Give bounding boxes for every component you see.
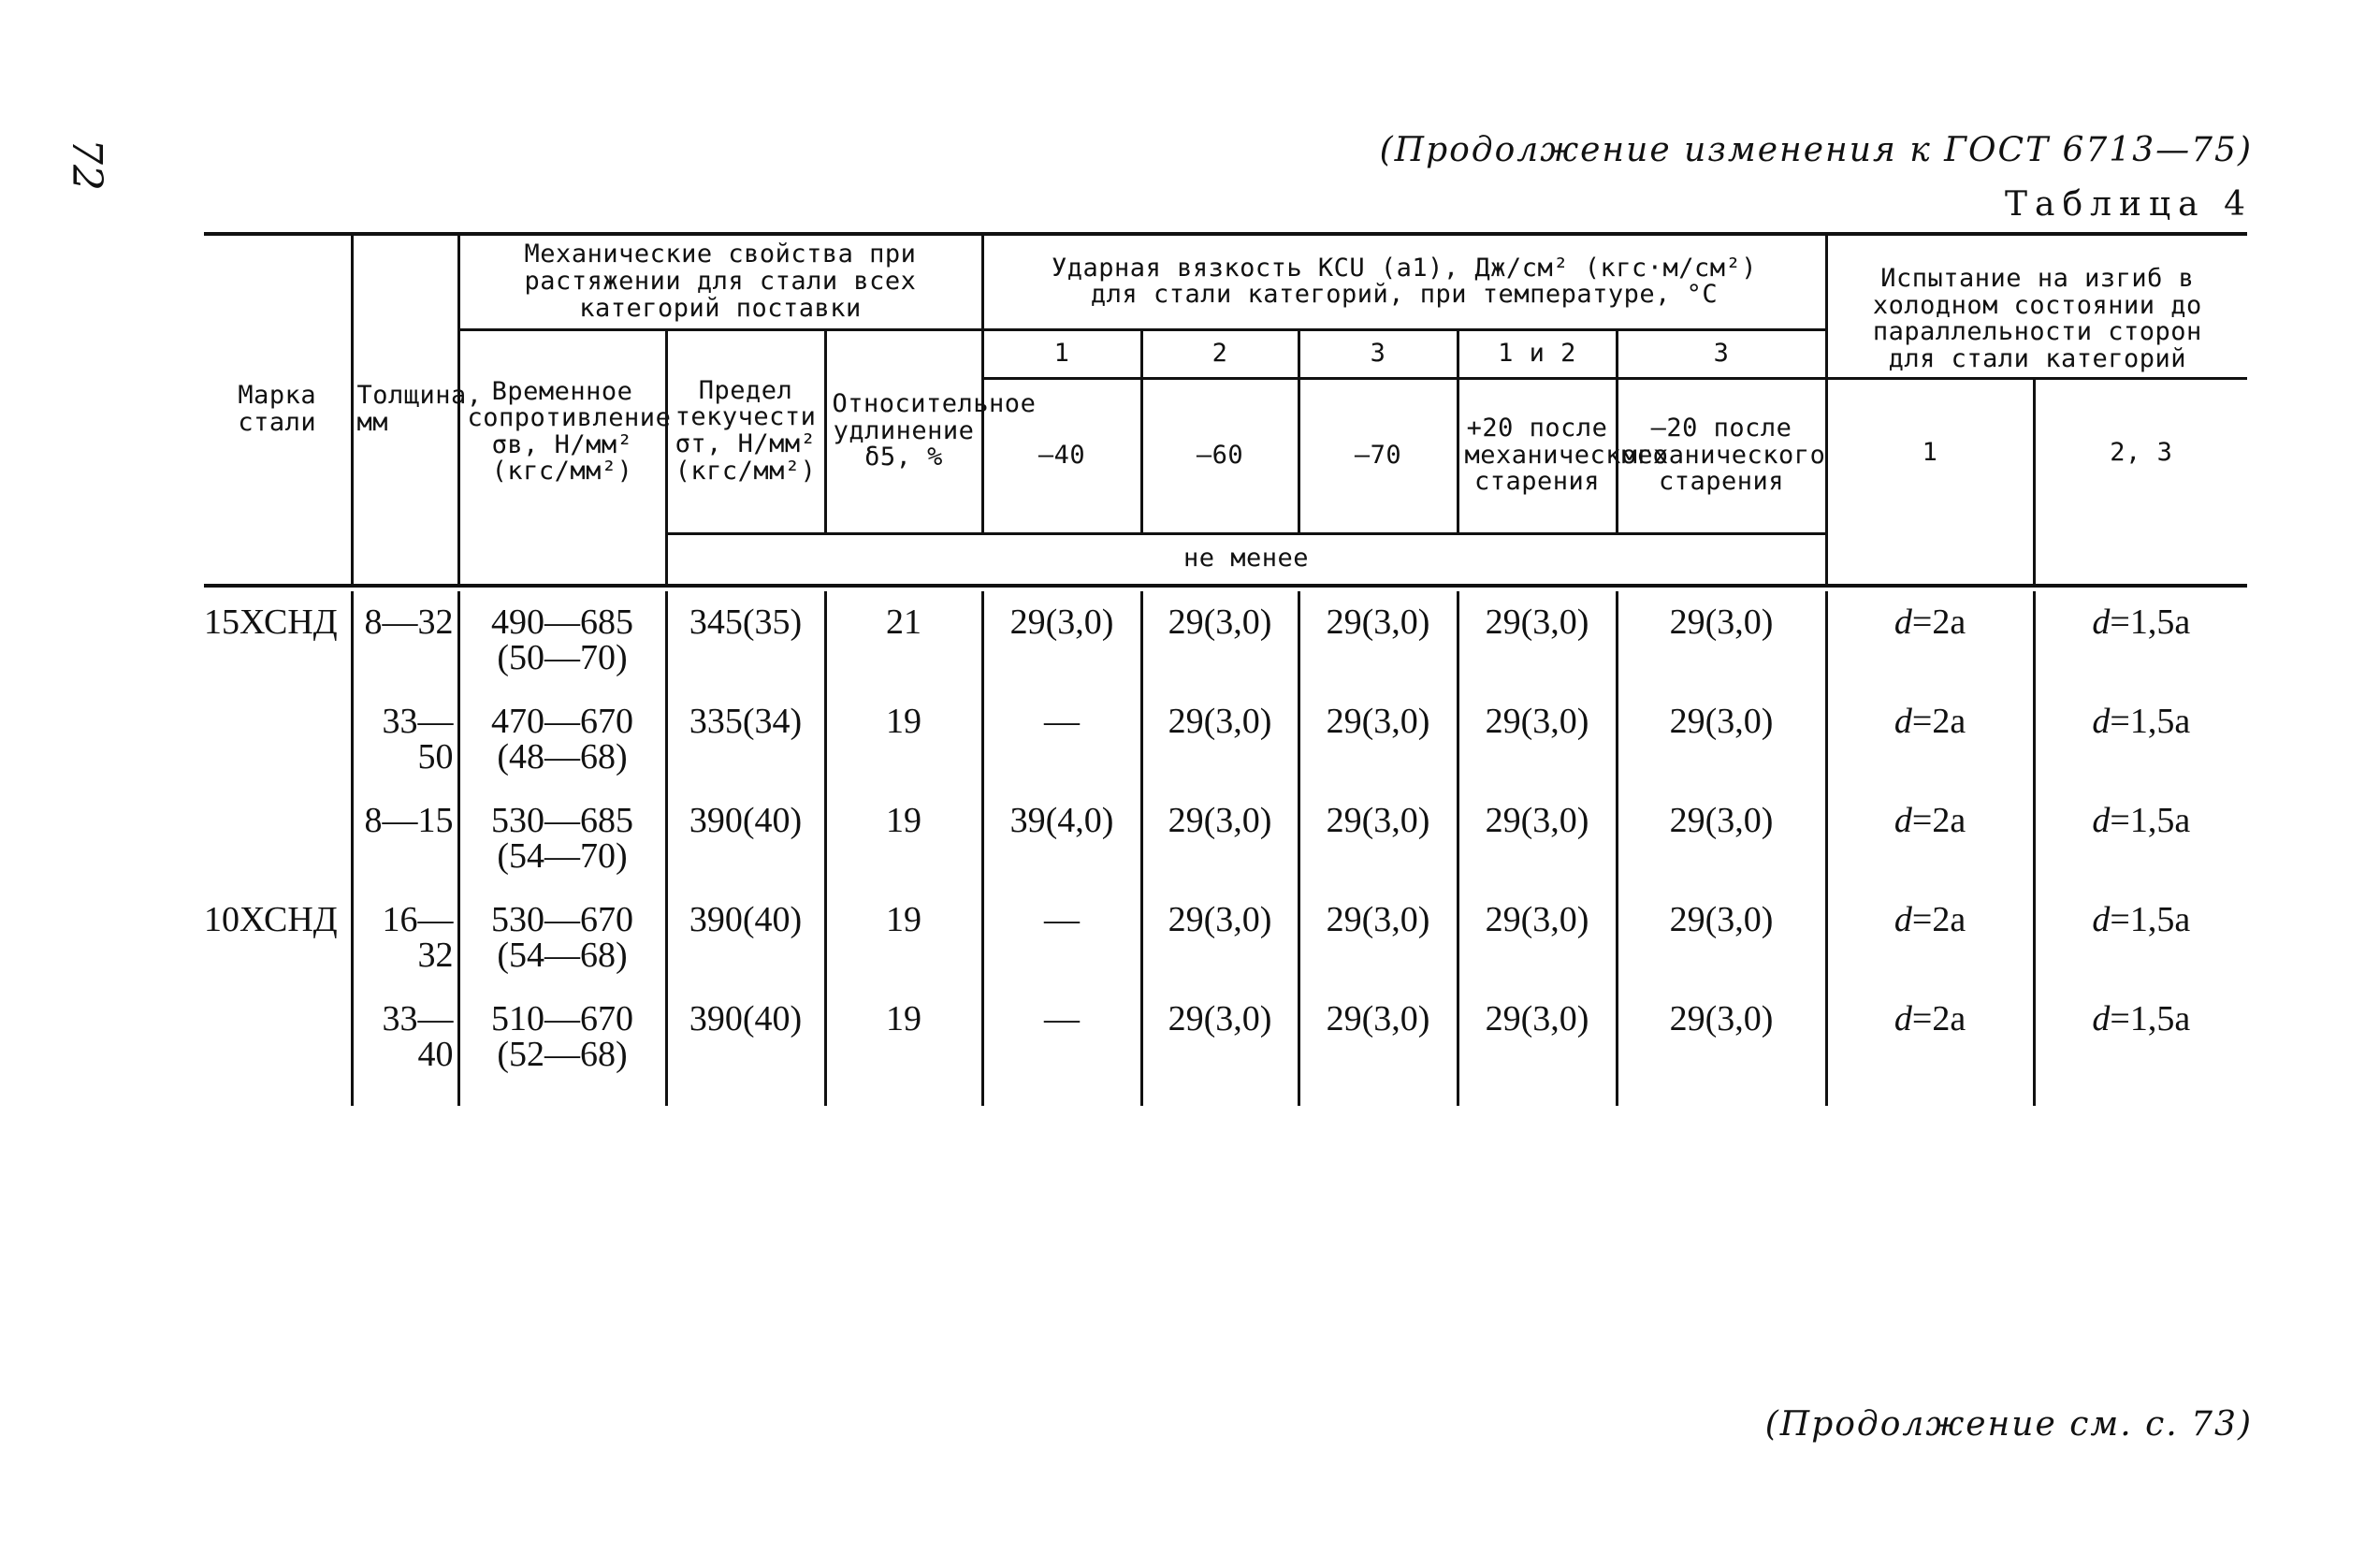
cell-impact-1: — bbox=[982, 988, 1141, 1087]
cell-yield: 390(40) bbox=[666, 889, 825, 988]
page-number: 72 bbox=[63, 138, 110, 191]
cell-bend-2-3 bbox=[2034, 591, 2247, 690]
strength-value: 510—670 bbox=[491, 999, 633, 1038]
strength-kgf-value: (54—70) bbox=[497, 836, 628, 876]
header-blank-strength bbox=[458, 533, 666, 586]
bend-value: d=1,5a bbox=[2092, 999, 2191, 1038]
bend-value: d=1,5a bbox=[2092, 702, 2191, 741]
header-cat-1-2: 1 и 2 bbox=[1458, 329, 1617, 378]
cell-impact-1-2: 29(3,0) bbox=[1458, 690, 1617, 790]
header-elongation: Относительное удлинение δ5, % bbox=[825, 329, 982, 533]
header-impact: Ударная вязкость KCU (a1), Дж/см² (кгс·м/см²) для стали категорий, при температуре, °С bbox=[982, 234, 1826, 329]
cell-impact-2: 29(3,0) bbox=[1141, 690, 1299, 790]
cell-grade bbox=[204, 790, 352, 889]
table-row bbox=[204, 591, 2247, 690]
cell-impact-1-2: 29(3,0) bbox=[1458, 591, 1617, 690]
cell-elongation: 19 bbox=[825, 790, 982, 889]
cell-impact-3: 29(3,0) bbox=[1299, 690, 1458, 790]
strength-kgf-value: (48—68) bbox=[497, 737, 628, 777]
cell-yield: 345(35) bbox=[666, 591, 825, 690]
cell-thickness: 16—32 bbox=[352, 889, 458, 988]
header-cat-3: 3 bbox=[1299, 329, 1458, 378]
strength-value: 530—670 bbox=[491, 900, 633, 939]
cell-impact-1-2: 29(3,0) bbox=[1458, 790, 1617, 889]
cell-impact-1: 39(4,0) bbox=[982, 790, 1141, 889]
cell-impact-3: 29(3,0) bbox=[1299, 790, 1458, 889]
cell-impact-3b: 29(3,0) bbox=[1617, 690, 1826, 790]
bend-value: d=2a bbox=[1893, 603, 1966, 642]
strength-kgf-value: (50—70) bbox=[497, 638, 628, 677]
header-tensile-strength: Временное сопротивление σв, Н/мм² (кгс/мм²) bbox=[458, 329, 666, 533]
cell-impact-1-2: 29(3,0) bbox=[1458, 988, 1617, 1087]
bend-value: d=2a bbox=[1893, 900, 1966, 939]
cell-elongation: 21 bbox=[825, 591, 982, 690]
header-temp-1-2: +20 после механического старения bbox=[1458, 378, 1617, 533]
strength-value: 490—685 bbox=[491, 603, 633, 642]
cell-yield: 335(34) bbox=[666, 690, 825, 790]
cell-bend-1 bbox=[1826, 790, 2034, 889]
header-bend-cat-2-3: 2, 3 bbox=[2034, 378, 2247, 586]
table-row bbox=[204, 790, 2247, 889]
cell-elongation: 19 bbox=[825, 889, 982, 988]
bend-value: d=2a bbox=[1893, 702, 1966, 741]
cell-strength bbox=[458, 790, 666, 889]
header-temp-2: —60 bbox=[1141, 378, 1299, 533]
bend-value: d=2a bbox=[1893, 999, 1966, 1038]
table-label: Таблица 4 bbox=[2005, 185, 2253, 224]
cell-impact-3b: 29(3,0) bbox=[1617, 988, 1826, 1087]
strength-value: 470—670 bbox=[491, 702, 633, 741]
strength-value: 530—685 bbox=[491, 801, 633, 840]
header-cat-1: 1 bbox=[982, 329, 1141, 378]
cell-impact-1-2: 29(3,0) bbox=[1458, 889, 1617, 988]
footer-continuation: (Продолжение см. с. 73) bbox=[1764, 1405, 2253, 1444]
strength-kgf-value: (54—68) bbox=[497, 936, 628, 975]
cell-impact-2: 29(3,0) bbox=[1141, 889, 1299, 988]
header-cat-2: 2 bbox=[1141, 329, 1299, 378]
cell-impact-1: 29(3,0) bbox=[982, 591, 1141, 690]
cell-impact-3b: 29(3,0) bbox=[1617, 889, 1826, 988]
cell-bend-1 bbox=[1826, 591, 2034, 690]
cell-elongation: 19 bbox=[825, 988, 982, 1087]
cell-thickness: 33—50 bbox=[352, 690, 458, 790]
header-bend-cat-1: 1 bbox=[1826, 378, 2034, 586]
cell-strength bbox=[458, 690, 666, 790]
cell-elongation: 19 bbox=[825, 690, 982, 790]
cell-thickness: 33—40 bbox=[352, 988, 458, 1087]
cell-bend-2-3 bbox=[2034, 889, 2247, 988]
table-body bbox=[204, 591, 2247, 1087]
header-temp-3: —70 bbox=[1299, 378, 1458, 533]
cell-grade: 10ХСНД bbox=[204, 900, 338, 939]
cell-thickness: 8—32 bbox=[352, 591, 458, 690]
cell-impact-2: 29(3,0) bbox=[1141, 790, 1299, 889]
cell-impact-2: 29(3,0) bbox=[1141, 988, 1299, 1087]
cell-bend-1 bbox=[1826, 889, 2034, 988]
cell-impact-2: 29(3,0) bbox=[1141, 591, 1299, 690]
bend-value: d=1,5a bbox=[2092, 603, 2191, 642]
table-row bbox=[204, 690, 2247, 790]
header-temp-3b: —20 после механического старения bbox=[1617, 378, 1826, 533]
cell-strength bbox=[458, 988, 666, 1087]
cell-grade bbox=[204, 690, 352, 790]
cell-bend-1 bbox=[1826, 988, 2034, 1087]
header-cat-3b: 3 bbox=[1617, 329, 1826, 378]
cell-yield: 390(40) bbox=[666, 790, 825, 889]
header-mech-props: Механические свойства при растяжении для стали всех категорий поставки bbox=[458, 234, 982, 329]
table-row bbox=[204, 889, 2247, 988]
cell-impact-3b: 29(3,0) bbox=[1617, 790, 1826, 889]
header-steel-grade: Марка стали bbox=[238, 381, 317, 437]
cell-strength bbox=[458, 591, 666, 690]
bend-value: d=1,5a bbox=[2092, 900, 2191, 939]
cell-impact-3b: 29(3,0) bbox=[1617, 591, 1826, 690]
table-row bbox=[204, 988, 2247, 1087]
header-continuation: (Продолжение изменения к ГОСТ 6713—75) bbox=[1379, 131, 2253, 169]
cell-thickness: 8—15 bbox=[352, 790, 458, 889]
bend-value: d=1,5a bbox=[2092, 801, 2191, 840]
cell-bend-2-3 bbox=[2034, 988, 2247, 1087]
cell-impact-1: — bbox=[982, 690, 1141, 790]
cell-bend-1 bbox=[1826, 690, 2034, 790]
cell-grade bbox=[204, 988, 352, 1087]
header-not-less: не менее bbox=[666, 533, 1826, 586]
bend-value: d=2a bbox=[1893, 801, 1966, 840]
cell-impact-3: 29(3,0) bbox=[1299, 988, 1458, 1087]
cell-yield: 390(40) bbox=[666, 988, 825, 1087]
steel-properties-table bbox=[204, 232, 2247, 1106]
cell-bend-2-3 bbox=[2034, 690, 2247, 790]
cell-impact-1: — bbox=[982, 889, 1141, 988]
cell-grade: 15ХСНД bbox=[204, 603, 338, 642]
header-yield-point: Предел текучести σт, Н/мм² (кгс/мм²) bbox=[666, 329, 825, 533]
header-thickness: Толщина, мм bbox=[352, 234, 458, 586]
cell-impact-3: 29(3,0) bbox=[1299, 591, 1458, 690]
cell-bend-2-3 bbox=[2034, 790, 2247, 889]
cell-strength bbox=[458, 889, 666, 988]
header-temp-1: —40 bbox=[982, 378, 1141, 533]
cell-impact-3: 29(3,0) bbox=[1299, 889, 1458, 988]
strength-kgf-value: (52—68) bbox=[497, 1035, 628, 1074]
header-bend: Испытание на изгиб в холодном состоянии до параллельности сторон для стали категорий bbox=[1826, 234, 2247, 378]
